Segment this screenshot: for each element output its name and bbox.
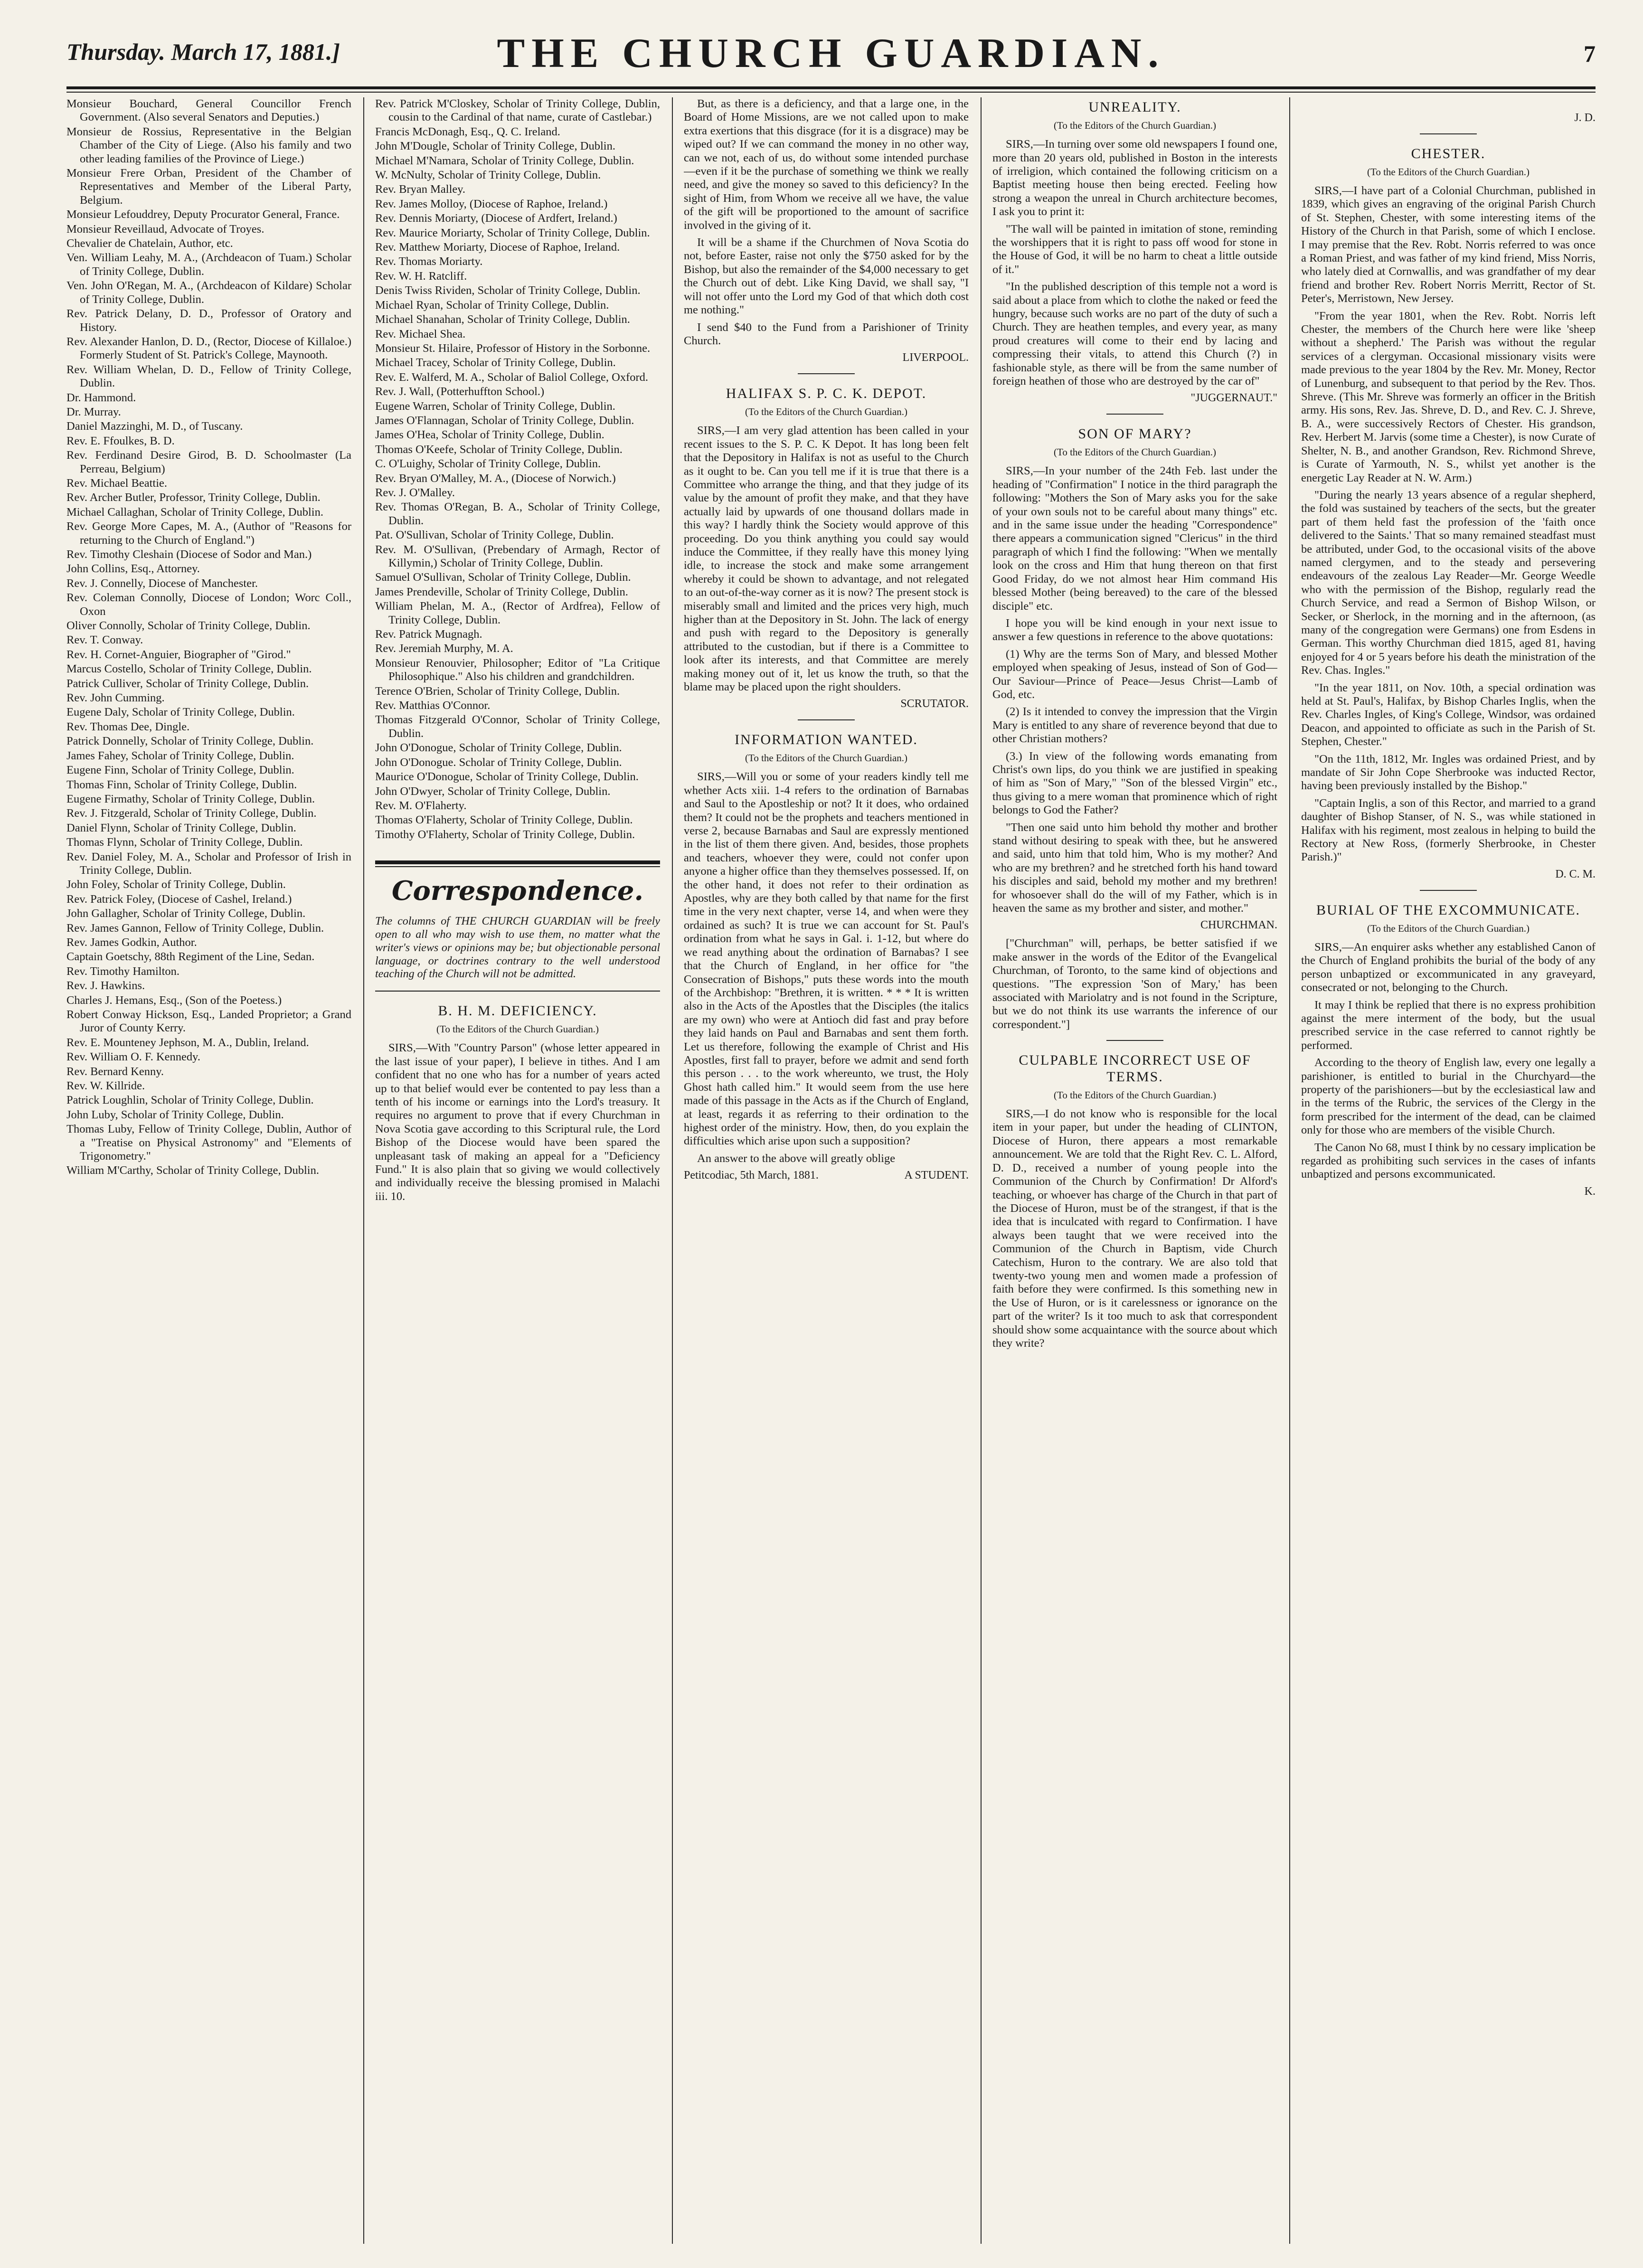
list-item: Rev. Ferdinand Desire Girod, B. D. Schoolmaster (La Perreau, Belgium) (66, 449, 351, 475)
list-item: Monsieur Renouvier, Philosopher; Editor of "La Critique Philosophique." Also his children and grandchildren. (375, 656, 660, 683)
list-item: Rev. Matthew Moriarty, Diocese of Raphoe, Ireland. (375, 241, 620, 254)
article-heading: CHESTER. (1411, 145, 1486, 161)
section-rule-thin (375, 866, 660, 867)
list-item: Robert Conway Hickson, Esq., Landed Proprietor; a Grand Juror of County Kerry. (66, 1008, 351, 1035)
list-item: Eugene Firmathy, Scholar of Trinity College, Dublin. (66, 792, 315, 805)
list-item: Rev. H. Cornet-Anguier, Biographer of "Girod." (66, 648, 291, 661)
list-item: Rev. E. Walferd, M. A., Scholar of Baliol College, Oxford. (375, 370, 649, 384)
list-item: C. O'Luighy, Scholar of Trinity College, Dublin. (375, 457, 601, 471)
paragraph: An answer to the above will greatly oblige (697, 1152, 896, 1165)
list-item: Monsieur de Rossius, Representative in the Belgian Chamber of the City of Liege. (Also his family and two other leading families of the Province of Liege.) (66, 125, 351, 165)
list-item: Terence O'Brien, Scholar of Trinity College, Dublin. (375, 684, 620, 698)
list-item: Rev. J. Fitzgerald, Scholar of Trinity College, Dublin. (66, 807, 317, 820)
list-item: John O'Donogue. Scholar of Trinity College, Dublin. (375, 756, 622, 769)
list-item: Rev. Thomas O'Regan, B. A., Scholar of Trinity College, Dublin. (375, 501, 660, 527)
signature: "JUGGERNAUT." (1190, 392, 1277, 405)
list-item: Monsieur St. Hilaire, Professor of History in the Sorbonne. (375, 341, 651, 355)
paragraph: "On the 11th, 1812, Mr. Ingles was ordained Priest, and by mandate of Sir John Cope Sherbrooke was inducted Rector, having been previously installed by the Bishop." (1301, 752, 1596, 793)
list-item: Rev. E. Ffoulkes, B. D. (66, 434, 175, 447)
article-body (992, 464, 1277, 915)
divider (1106, 414, 1163, 415)
article-body (992, 1107, 1277, 1350)
newspaper-title: THE CHURCH GUARDIAN. (497, 30, 1165, 76)
divider (798, 719, 855, 720)
list-item: Eugene Finn, Scholar of Trinity College, Dublin. (66, 764, 294, 777)
list-item: William M'Carthy, Scholar of Trinity College, Dublin. (66, 1164, 319, 1177)
list-item: Rev. Michael Beattie. (66, 476, 168, 490)
section-rule (375, 860, 660, 864)
column-5 (1301, 97, 1596, 2244)
article-subheading: (To the Editors of the Church Guardian.) (745, 752, 908, 764)
signature: D. C. M. (1555, 868, 1596, 880)
list-item: James O'Hea, Scholar of Trinity College, Dublin. (375, 428, 604, 442)
list-item: Thomas O'Flaherty, Scholar of Trinity College, Dublin. (375, 813, 633, 827)
list-item: Rev. Daniel Foley, M. A., Scholar and Professor of Irish in Trinity College, Dublin. (66, 850, 351, 877)
list-item: Rev. Thomas Moriarty. (375, 255, 483, 268)
signature-line (684, 1169, 969, 1182)
list-item: Rev. Maurice Moriarty, Scholar of Trinity College, Dublin. (375, 226, 650, 239)
list-item: Rev. William Whelan, D. D., Fellow of Trinity College, Dublin. (66, 363, 351, 390)
list-item: Daniel Flynn, Scholar of Trinity College, Dublin. (66, 821, 296, 834)
list-item: Thomas Flynn, Scholar of Trinity College, Dublin. (66, 836, 303, 849)
signature: A STUDENT. (904, 1169, 969, 1182)
list-item: Eugene Warren, Scholar of Trinity College, Dublin. (375, 399, 615, 413)
correspondence-title: Correspondence. (391, 875, 644, 907)
list-item: Rev. Timothy Cleshain (Diocese of Sodor and Man.) (66, 548, 312, 561)
list-item: Rev. Michael Shea. (375, 327, 466, 340)
list-item: Rev. W. Killride. (66, 1079, 145, 1093)
paragraph: It may I think be replied that there is no express prohibition against the mere interment of the body, but the usual prescribed service in the case referred to cannot rightly be performed. (1301, 998, 1596, 1052)
signature: J. D. (1574, 112, 1596, 124)
list-item: Rev. J. Hawkins. (66, 979, 145, 992)
list-item: Rev. Patrick Foley, (Diocese of Cashel, Ireland.) (66, 892, 292, 906)
article-subheading: (To the Editors of the Church Guardian.) (1367, 166, 1530, 178)
list-item: Thomas O'Keefe, Scholar of Trinity College, Dublin. (375, 443, 623, 456)
list-item: Rev. Patrick M'Closkey, Scholar of Trinity College, Dublin, cousin to the Cardinal of that name, curate of Castlebar.) (375, 97, 660, 124)
issue-date: Thursday. March 17, 1881.] (66, 38, 340, 65)
paragraph: ["Churchman" will, perhaps, be better satisfied if we make answer in the words of the Editor of the Evangelical Churchman, of Toronto, to the same kind of objections and questions. "The expression 'Son of Mary,' has been associated with Mariolatry and is not found in the Scripture, but we do not think its use warrants the inference of our correspondent."] (992, 937, 1277, 1031)
list-item: Rev. William O. F. Kennedy. (66, 1050, 200, 1064)
list-item: Thomas Finn, Scholar of Trinity College, Dublin. (66, 778, 297, 791)
paragraph: "During the nearly 13 years absence of a regular shepherd, the fold was sustained by teachers of the sects, but the greater part of them held fast the profession of the 'faith once delivered to the Saints.' That so many remained steadfast must be attributed, under God, to the occasional visits of the above named clergymen, and to the steady and persevering endeavours of the zealous Lay Reader—Mr. George Weedle who with the permission of the Bishop, regularly read the Church Service, and read a Sermon of Bishop Wilson, or Secker, or Sherlock, in the morning and in the afternoon, (as many of the congregation were Germans) one from Esdens in German. This worthy Churchman died 1815, aged 81, having enjoyed for 4 or 5 years before his death the ministration of the Rev. Chas. Ingles." (1301, 488, 1596, 677)
list-item: Oliver Connolly, Scholar of Trinity College, Dublin. (66, 619, 311, 633)
list-item: Rev. Patrick Mugnagh. (375, 628, 482, 641)
list-item: Patrick Donnelly, Scholar of Trinity College, Dublin. (66, 735, 314, 748)
list-item: Thomas Luby, Fellow of Trinity College, Dublin, Author of a "Treatise on Physical Astronomy" and "Elements of Trigonometry." (66, 1123, 351, 1163)
signature: SCRUTATOR. (900, 698, 969, 710)
list-item: Dr. Murray. (66, 405, 121, 418)
list-item: Monsieur Reveillaud, Advocate of Troyes. (66, 222, 264, 236)
list-item: James Fahey, Scholar of Trinity College, Dublin. (66, 749, 294, 762)
list-item: Ven. William Leahy, M. A., (Archdeacon of Tuam.) Scholar of Trinity College, Dublin. (66, 251, 351, 278)
list-item: Timothy O'Flaherty, Scholar of Trinity College, Dublin. (375, 828, 635, 841)
article-subheading: (To the Editors of the Church Guardian.) (1053, 119, 1217, 131)
article-body (1301, 941, 1596, 1181)
paragraph: The Canon No 68, must I think by no cessary implication be regarded as prohibiting such services in the cases of infants unbaptized and persons excommunicated. (1301, 1141, 1596, 1181)
paragraph: SIRS,—I am very glad attention has been called in your recent issues to the S. P. C. K Depot. It has long been felt that the Depository in Halifax is not as useful to the Church as it ought to be. Can you tell me if it is true that there is a Committee who arrange the thing, and that they judge of its value by the amount of profit they make, and that they have actually laid by upwards of one thousand dollars made in this way? I hardly think the Society would approve of this proceeding. Do you think anything you could say would induce the Committee, if they really have this money lying idle, to increase the stock and make some arrangement whereby it could be shown to advantage, and not relegated to an out-of-the-way corner as it is now? The present stock is miserably small and limited and the prices very high, much higher than at the Depository in St. John. The lack of energy and push with regard to the Depository is generally attributed to the custodian, but if there is a Committee to look after its interests, and that Committee are merely making money out of it, let us know the truth, so that the blame may be placed upon the right shoulders. (684, 424, 969, 694)
article-subheading: (To the Editors of the Church Guardian.) (1053, 446, 1217, 458)
list-item: Captain Goetschy, 88th Regiment of the Line, Sedan. (66, 950, 315, 964)
list-item: Charles J. Hemans, Esq., (Son of the Poetess.) (66, 993, 282, 1007)
article-bhm-deficiency (375, 1003, 660, 1203)
list-item: John Foley, Scholar of Trinity College, Dublin. (66, 878, 286, 891)
list-item: Rev. Timothy Hamilton. (66, 964, 180, 978)
list-item: Rev. Jeremiah Murphy, M. A. (375, 642, 513, 655)
divider (798, 373, 855, 374)
list-item: Rev. M. O'Flaherty. (375, 799, 467, 812)
article-heading: INFORMATION WANTED. (735, 732, 918, 748)
list-item: William Phelan, M. A., (Rector of Ardfrea), Fellow of Trinity College, Dublin. (375, 600, 660, 626)
list-item: Ven. John O'Regan, M. A., (Archdeacon of Kildare) Scholar of Trinity College, Dublin. (66, 279, 351, 306)
paragraph: But, as there is a deficiency, and that a large one, in the Board of Home Missions, are we not called upon to make extra exertions that this disgrace (for it is a disgrace) may be wiped out? If we can command the money in no other way, can we not, each of us, do without some intended purchase—even if it be the purchase of something we think we really need, and give the money so saved to this deficiency? In the sight of Him, from Whom we receive all we have, the value of the gift will be proportioned to the amount of sacrifice involved in the giving of it. (684, 97, 969, 232)
list-item: Rev. Dennis Moriarty, (Diocese of Ardfert, Ireland.) (375, 212, 617, 225)
name-list-continued (375, 97, 660, 841)
article-culpable-use-of-terms (992, 1052, 1277, 1350)
paragraph: "From the year 1801, when the Rev. Robt. Norris left Chester, the members of the Church here were like 'sheep without a shepherd.' The Parish was without the regular services of a clergyman. Occasional missionary visits were made previous to the year 1804 by the Rev. Mr. Money, Rector of Lunenburg, and subsequent to that period by the Rev. Thos. Shreve. (This Mr. Shreve was formerly an officer in the British army. His sons, Rev. Jas. Shreve, D. D., and Rev. C. J. Shreve, B. A., were successively Rectors of Chester. His grandson, Rev. Herbert M. Jarvis (some time a Chester), is now Curate of Shelter, N. B., and another Grandson, Rev. Richmond Shreve, is Curate of Yarmouth, N. S., whilst yet another is the energetic Lay Reader at N. W. Arm.) (1301, 309, 1596, 484)
article-burial-of-excommunicate (1301, 902, 1596, 1199)
list-item: John O'Donogue, Scholar of Trinity College, Dublin. (375, 741, 622, 755)
list-item: Rev. John Cumming. (66, 691, 165, 705)
list-item: Rev. Bryan Malley. (375, 183, 466, 196)
list-item: Rev. T. Conway. (66, 633, 143, 647)
column-rule (981, 97, 982, 2244)
list-item: James Prendeville, Scholar of Trinity College, Dublin. (375, 585, 628, 598)
list-item: Rev. Thomas Dee, Dingle. (66, 720, 190, 733)
list-item: Pat. O'Sullivan, Scholar of Trinity College, Dublin. (375, 529, 614, 542)
list-item: Thomas Fitzgerald O'Connor, Scholar of Trinity College, Dublin. (375, 713, 660, 740)
signature: K. (1584, 1185, 1596, 1198)
list-item: Maurice O'Donogue, Scholar of Trinity College, Dublin. (375, 770, 639, 784)
list-item: Michael Callaghan, Scholar of Trinity College, Dublin. (66, 505, 323, 519)
list-item: John Gallagher, Scholar of Trinity College, Dublin. (66, 907, 306, 920)
article-heading: SON OF MARY? (1078, 426, 1192, 442)
paragraph: SIRS,—Will you or some of your readers kindly tell me whether Acts xiii. 1-4 refers to the ordination of Barnabas and Saul to the Apostleship or not? It it does, who ordained them? It could not be the prophets and teachers mentioned in verse 2, because Barnabas and Saul are expressly mentioned in the list of them there given. And, besides, those prophets and teachers, whoever they were, could not confer upon anyone a higher office than they themselves possessed. If, on the other hand, it does not refer to their ordination as Apostles, why are they both called by that name for the first time in the very next chapter, verse 14, and when were they ordained as such? It is true we can account for St. Paul's ordination from what he says in Gal. i. 1-12, but where do we read anything about the ordination of Barnabas? I see that the Church of England, in her office for "the Consecration of Bishops," puts these words into the mouth of the Archbishop: "Brethren, it is written. * * * It is written also in the Acts of the Apostles that the Disciples (the italics are my own) who were at Antioch did fast and pray before they laid hands on Paul and Barnabas and sent them forth. Let us therefore, following the example of Christ and His Apostles, first fall to prayer, before we admit and send forth this person . . . to the work whereunto, we trust, the Holy Ghost hath called him." It would seem from the use here made of this passage in the Acts as if the Church of England, at least, regards it as referring to their ordination to the highest order of the ministry. How, then, do you explain the difficulties which arise upon such a supposition? (684, 770, 969, 1148)
paragraph: SIRS,—With "Country Parson" (whose letter appeared in the last issue of your paper), I believe in tithes. And I am confident that no one who has for a number of years acted up to that belief would ever be contented to pay less than a tenth of his income or earnings into the Lord's treasury. It requires no argument to prove that if every Churchman in Nova Scotia gave according to this Scriptural rule, the Lord Bishop of the Diocese would have been spared the unpleasant task of making an appeal for a "Deficiency Fund." It is also plain that so giving we would collectively and individually receive the blessing promised in Malachi iii. 10. (375, 1041, 660, 1203)
article-halifax-depot (684, 386, 969, 711)
article-chester (1301, 146, 1596, 881)
masthead-rule-thin (66, 92, 1596, 93)
list-item: John M'Dougle, Scholar of Trinity College, Dublin. (375, 140, 615, 153)
paragraph: SIRS,—I have part of a Colonial Churchman, published in 1839, which gives an engraving of the original Parish Church of St. Stephen, Chester, with some interesting items of the History of the Church in that Parish, some of which I enclose. I may premise that the Rev. Robt. Norris referred to was once a Roman Priest, and was father of my kind friend, Miss Norris, who lately died at Cornwallis, and was grandfather of my dear friend and brother Rev. Robert Norris Merritt, Rector of St. Peter's, Merristown, New Jersey. (1301, 184, 1596, 305)
paragraph: "In the published description of this temple not a word is said about a place from which to clothe the naked or feed the hungry, because such works are no part of the duty of such a Church. They are heathen temples, and every year, as many proud creatures will come to their end by lacing and compressing their vitals, to attend this Church (?) in fashionable style, as there will be from the same number of foreign heathen of those who are destroyed by the car of" (992, 280, 1277, 388)
paragraph: It will be a shame if the Churchmen of Nova Scotia do not, before Easter, raise not only the $750 asked for by the Bishop, but also the remainder of the $4,000 necessary to get the Church out of debt. Like King David, we shall say, "I will not offer unto the Lord my God of that which doth cost me nothing." (684, 236, 969, 317)
list-item: Rev. James Godkin, Author. (66, 936, 197, 949)
list-item: Rev. E. Mounteney Jephson, M. A., Dublin, Ireland. (66, 1036, 309, 1049)
list-item: Samuel O'Sullivan, Scholar of Trinity College, Dublin. (375, 571, 631, 584)
paragraph: "In the year 1811, on Nov. 10th, a special ordination was held at St. Paul's, Halifax, by Bishop Charles Inglis, when the Rev. Charles Ingles, of King's College, Windsor, was ordained Deacon, and appointed to officiate as such in the Parish of St. Stephen, Chester." (1301, 681, 1596, 748)
paragraph: "Then one said unto him behold thy mother and brother stand without desiring to speak with thee, but he answered and said, unto him that told him, Who is my mother? And who are my brethren? and he stretched forth his hand toward his disciples and said, behold my mother and my brethren! for whosoever shall do the will of my Father, which is in heaven the same as my brother and sister, and mother." (992, 821, 1277, 915)
signature: CHURCHMAN. (1200, 919, 1277, 932)
list-item: Michael M'Namara, Scholar of Trinity College, Dublin. (375, 154, 634, 167)
list-item: Monsieur Frere Orban, President of the Chamber of Representatives and Member of the Liberal Party, Belgium. (66, 167, 351, 207)
list-item: Francis McDonagh, Esq., Q. C. Ireland. (375, 125, 560, 138)
article-son-of-mary (992, 426, 1277, 1031)
paragraph: I send $40 to the Fund from a Parishioner of Trinity Church. (684, 321, 969, 347)
masthead (66, 19, 1596, 90)
list-item: John Luby, Scholar of Trinity College, Dublin. (66, 1108, 284, 1121)
list-item: Patrick Loughlin, Scholar of Trinity College, Dublin. (66, 1094, 314, 1107)
paragraph: SIRS,—In turning over some old newspapers I found one, more than 20 years old, published in Boston in the interests of irreligion, which contained the following criticism on a Baptist meeting house then being erected. Feeling how strong a weapon the unreal in Church architecture becomes, I ask you to print it: (992, 138, 1277, 218)
divider (1420, 133, 1477, 134)
article-unreality (992, 99, 1277, 405)
divider (1420, 890, 1477, 891)
column-1-name-list (66, 97, 351, 2244)
column-rule (363, 97, 364, 2244)
article-subheading: (To the Editors of the Church Guardian.) (1053, 1089, 1217, 1101)
list-item: Rev. Bryan O'Malley, M. A., (Diocese of Norwich.) (375, 472, 616, 485)
list-item: Monsieur Bouchard, General Councillor French Government. (Also several Senators and Deputies.) (66, 97, 351, 124)
column-rule (1289, 97, 1290, 2244)
paragraph: (1) Why are the terms Son of Mary, and blessed Mother employed when speaking of Jesus, instead of Son of God—Our Saviour—Prince of Peace—Jesus Christ—Lamb of God, etc. (992, 647, 1277, 701)
list-item: W. McNulty, Scholar of Trinity College, Dublin. (375, 169, 601, 182)
list-item: John O'Dwyer, Scholar of Trinity College, Dublin. (375, 784, 611, 798)
list-item: Rev. J. Wall, (Potterhuffton School.) (375, 385, 545, 398)
list-item: Rev. Coleman Connolly, Diocese of London; Worc Coll., Oxon (66, 591, 351, 618)
list-item: Rev. Patrick Delany, D. D., Professor of Oratory and History. (66, 307, 351, 334)
article-body (684, 770, 969, 1165)
paragraph: SIRS,—I do not know who is responsible for the local item in your paper, but under the heading of CLINTON, Diocese of Huron, there appears a most remarkable announcement. We are told that the Right Rev. C. L. Alford, D. D., received a number of young people into the Communion of the Church by Confirmation! Dr Alford's teaching, or whoever has charge of the Church in that part of the Diocese of Huron, must be of the strangest, if that is the idea that is inculcated with regard to Confirmation. I have always been taught that we were received into the Communion of the Church in Baptism, vide Church Catechism, Huron to the contrary. We are also told that twenty-two young men and women made a profession of faith before they were confirmed. Is this something new in the Use of Huron, or is it carelessness or ignorance on the part of the writer? Is it too much to ask that correspondent should show some acquaintance with the source about which they write? (992, 1107, 1277, 1350)
list-item: Rev. J. O'Malley. (375, 486, 455, 499)
article-body (1301, 184, 1596, 864)
list-item: Denis Twiss Rividen, Scholar of Trinity College, Dublin. (375, 284, 641, 297)
article-heading: BURIAL OF THE EXCOMMUNICATE. (1316, 902, 1580, 918)
list-item: Rev. Matthias O'Connor. (375, 699, 491, 712)
paragraph: (3.) In view of the following words emanating from Christ's own lips, do you think we are justified in speaking of him as "Son of Mary," "Son of the blessed Virgin" etc., thus giving to a mere woman that prominence which of right belongs to God the Father? (992, 749, 1277, 817)
list-item: Michael Shanahan, Scholar of Trinity College, Dublin. (375, 313, 630, 326)
list-item: Daniel Mazzinghi, M. D., of Tuscany. (66, 420, 243, 433)
list-item: Marcus Costello, Scholar of Trinity College, Dublin. (66, 662, 312, 676)
article-body (992, 138, 1277, 388)
article-information-wanted (684, 732, 969, 1182)
column-4 (992, 97, 1277, 2244)
article-subheading: (To the Editors of the Church Guardian.) (1367, 922, 1530, 934)
list-item: Rev. James Gannon, Fellow of Trinity College, Dublin. (66, 921, 324, 935)
paragraph: "The wall will be painted in imitation of stone, reminding the worshippers that it is right to pass off wood for stone in the House of God, it will be no harm to cheat a little outside of it." (992, 222, 1277, 276)
list-item: Rev. Archer Butler, Professor, Trinity College, Dublin. (66, 491, 321, 504)
list-item: Patrick Culliver, Scholar of Trinity College, Dublin. (66, 677, 309, 690)
column-rule (672, 97, 673, 2244)
article-body (684, 424, 969, 694)
page-number: 7 (1584, 40, 1596, 67)
list-item: Michael Ryan, Scholar of Trinity College, Dublin. (375, 298, 609, 312)
list-item: James O'Flannagan, Scholar of Trinity College, Dublin. (375, 414, 634, 427)
article-heading: B. H. M. DEFICIENCY. (438, 1003, 597, 1019)
list-item: Rev. George More Capes, M. A., (Author of "Reasons for returning to the Church of England.") (66, 520, 351, 547)
column-3 (684, 97, 969, 2244)
article-heading: CULPABLE INCORRECT USE OF TERMS. (1019, 1052, 1251, 1085)
list-item: Michael Tracey, Scholar of Trinity College, Dublin. (375, 356, 616, 369)
article-subheading: (To the Editors of the Church Guardian.) (436, 1023, 599, 1035)
masthead-rule (66, 86, 1596, 89)
list-item: Rev. Alexander Hanlon, D. D., (Rector, Diocese of Killaloe.) Formerly Student of St. Patrick's College, Maynooth. (66, 335, 351, 362)
editor-note: The columns of THE CHURCH GUARDIAN will be freely open to all who may wish to use them, no matter what the writer's views or opinions may be; but objectionable personal language, or doctrines contrary to the well understood teaching of the Church will not be admitted. (375, 915, 660, 981)
list-item: Chevalier de Chatelain, Author, etc. (66, 237, 233, 250)
article-heading: UNREALITY. (1088, 99, 1181, 115)
signature: LIVERPOOL. (902, 351, 969, 364)
article-subheading: (To the Editors of the Church Guardian.) (745, 406, 908, 417)
paragraph: (2) Is it intended to convey the impression that the Virgin Mary is entitled to any share of reverence beyond that due to other Christian mothers? (992, 705, 1277, 746)
list-item: John Collins, Esq., Attorney. (66, 562, 200, 576)
editor-reply (992, 937, 1277, 1031)
list-item: Rev. J. Connelly, Diocese of Manchester. (66, 576, 258, 590)
list-item: Rev. W. H. Ratcliff. (375, 269, 467, 283)
list-item: Rev. Bernard Kenny. (66, 1065, 164, 1078)
list-item: Rev. James Molloy, (Diocese of Raphoe, Ireland.) (375, 197, 608, 210)
list-item: Eugene Daly, Scholar of Trinity College, Dublin. (66, 706, 295, 719)
paragraph: According to the theory of English law, every one legally a parishioner, is entitled to burial in the Churchyard—the property of the parishioners—but by the ecclesiastical law and in the terms of the Rubric, the services of the Clergy in the form prescribed for the interment of the dead, can be claimed only for those who are members of the visible Church. (1301, 1056, 1596, 1137)
list-item: Dr. Hammond. (66, 391, 136, 404)
article-heading: HALIFAX S. P. C. K. DEPOT. (726, 386, 927, 402)
dateline: Petitcodiac, 5th March, 1881. (684, 1169, 819, 1182)
paragraph: SIRS,—An enquirer asks whether any established Canon of the Church of England prohibits the burial of the body of any person unbaptized or excommunicated in any graveyard, consecrated or not, belonging to the Church. (1301, 940, 1596, 994)
divider (1106, 1040, 1163, 1041)
paragraph: SIRS,—In your number of the 24th Feb. last under the heading of "Confirmation" I notice in the third paragraph the following: "Mothers the Son of Mary asks you for the sake of your own souls not to be careful about many things" etc. and in the same issue under the heading "Correspondence" there appears a communication signed "Clericus" in the third paragraph of which I find the following: "When we mentally look on the cross and Him that hung thereon on that first Good Friday, do we not almost hear Him command His blessed Mother (being bereaved) to the care of the blessed disciple" etc. (992, 464, 1277, 613)
paragraph: "Captain Inglis, a son of this Rector, and married to a grand daughter of Bishop Stanser, of N. S., was while stationed in Halifax with his regiment, most zealous in helping to build the Rectory at New Ross, (formerly Sherbrooke, in Chester Parish.)" (1301, 796, 1596, 864)
article-bhm-continued (684, 97, 969, 348)
list-item: Monsieur Lefouddrey, Deputy Procurator General, France. (66, 208, 340, 221)
column-2 (375, 97, 660, 2244)
list-item: Rev. M. O'Sullivan, (Prebendary of Armagh, Rector of Killymin,) Scholar of Trinity College, Dublin. (375, 543, 660, 569)
article-body (375, 1041, 660, 1203)
paragraph: I hope you will be kind enough in your next issue to answer a few questions in reference to the above quotations: (992, 616, 1277, 643)
divider (375, 991, 660, 992)
